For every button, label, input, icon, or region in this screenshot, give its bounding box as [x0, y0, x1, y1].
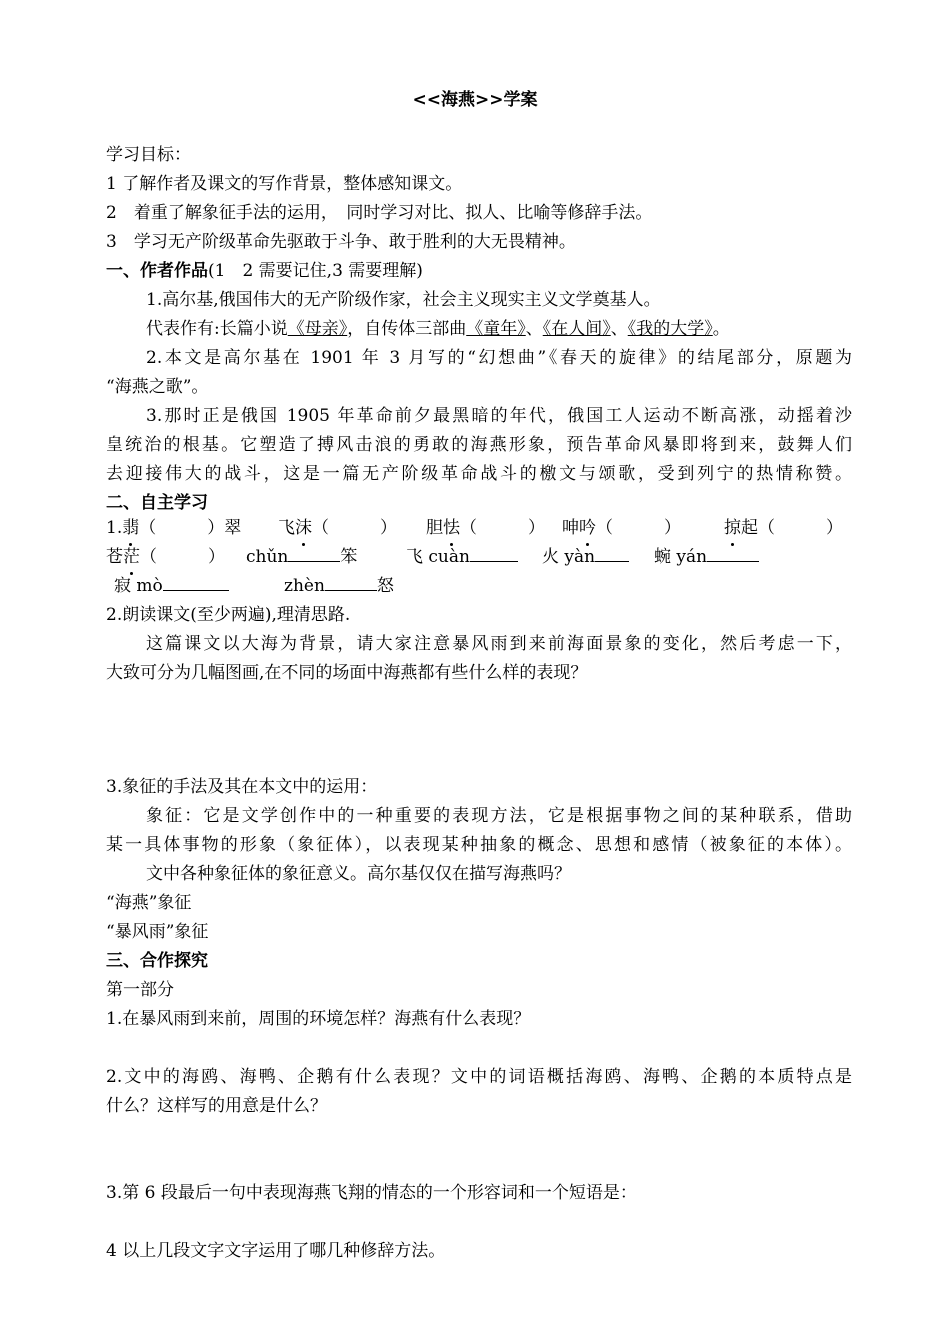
vocab-dotted-char: 掠 — [724, 514, 741, 542]
works-sep-1: 、 — [525, 319, 543, 339]
answer-blank[interactable] — [470, 543, 518, 562]
vocab-post: （ ） — [312, 518, 397, 538]
question-3: 3.第 6 段最后一句中表现海燕飞翔的情态的一个形容词和一个短语是： — [106, 1183, 637, 1203]
vocab-row-2 — [106, 543, 852, 571]
answer-blank[interactable] — [707, 543, 759, 562]
reading-line-1: 这篇课文以大海为背景，请大家注意暴风雨到来前海面景象的变化，然后考虑一下， — [146, 634, 852, 654]
symbol-line-3: 文中各种象征体的象征意义。高尔基仅仅在描写海燕吗？ — [146, 864, 571, 884]
section3-heading: 三、合作探究 — [106, 951, 208, 971]
vocab-row-3 — [106, 572, 852, 600]
vocab-item — [426, 514, 545, 542]
vocab-item — [106, 514, 241, 542]
question-2-line-1: 2.文中的海鸥、海鸭、企鹅有什么表现？文中的词语概括海鸥、海鸭、企鹅的本质特点是 — [106, 1067, 852, 1087]
question-2-line-2: 什么？这样写的用意是什么？ — [106, 1096, 327, 1116]
background-p2-line2: “海燕之歌”。 — [106, 377, 209, 397]
objective-3: 3 学习无产阶级革命先驱敢于斗争、敢于胜利的大无畏精神。 — [106, 232, 576, 252]
objective-2: 2 着重了解象征手法的运用， 同时学习对比、拟人、比喻等修辞手法。 — [106, 203, 653, 223]
answer-blank[interactable] — [288, 543, 340, 562]
vocab-post: （ ） — [596, 518, 681, 538]
objective-1: 1 了解作者及课文的写作背景，整体感知课文。 — [106, 174, 463, 194]
section2-heading: 二、自主学习 — [106, 493, 208, 513]
pinyin-blank-item — [246, 543, 357, 571]
vocab-post: （ ） — [460, 518, 545, 538]
work-universities: 《我的大学》 — [627, 319, 713, 339]
works-end: 。 — [712, 319, 730, 339]
reading-line-2: 大致可分为几幅图画,在不同的场面中海燕都有些什么样的表现？ — [106, 663, 588, 683]
part-1-label: 第一部分 — [106, 980, 174, 1000]
pinyin-text: 飞 cuàn — [406, 547, 470, 567]
work-in-the-world: 《在人间》 — [542, 319, 611, 339]
pinyin-text: 蜿 yán — [654, 547, 708, 567]
pinyin-after: 怒 — [376, 576, 394, 596]
vocab-post: （ ）翠 — [139, 518, 242, 538]
answer-blank[interactable] — [325, 572, 377, 591]
section1-heading: 一、作者作品 — [106, 261, 208, 281]
work-childhood: 《童年》 — [466, 319, 526, 339]
section1-heading-line — [106, 257, 852, 285]
pinyin-blank-item — [654, 543, 759, 571]
pinyin-blank-item — [406, 543, 518, 571]
vocab-pre: 呻 — [562, 518, 579, 538]
pinyin-text: 火 yàn — [542, 547, 596, 567]
reading-heading: 2.朗读课文(至少两遍),理清思路. — [106, 605, 351, 625]
question-1: 1.在暴风雨到来前，周围的环境怎样？海燕有什么表现？ — [106, 1009, 531, 1029]
vocab-item — [106, 543, 225, 571]
objectives-heading: 学习目标： — [106, 145, 191, 165]
symbol-line-2: 某一具体事物的形象（象征体），以表现某种抽象的概念、思想和感情（被象征的本体）。 — [106, 835, 852, 855]
vocab-pre: 胆 — [426, 518, 443, 538]
work-mother: 《母亲》 — [287, 319, 348, 339]
works-line — [146, 315, 852, 343]
symbol-petrel: “海燕”象征 — [106, 893, 192, 913]
background-p3-line1: 3.那时正是俄国 1905 年革命前夕最黑暗的年代，俄国工人运动不断高涨，动摇着沙 — [146, 406, 852, 426]
vocab-dotted-char: 沫 — [295, 514, 312, 542]
vocab-item — [562, 514, 681, 542]
symbol-storm: “暴风雨”象征 — [106, 922, 209, 942]
vocab-row-1 — [106, 514, 852, 542]
symbol-heading: 3.象征的手法及其在本文中的运用： — [106, 777, 378, 797]
works-sep-2: 、 — [610, 319, 628, 339]
vocab-pre: 飞 — [278, 518, 295, 538]
doc-title: <<海燕>>学案 — [412, 90, 538, 110]
works-prefix: 代表作有:长篇小说 — [146, 319, 288, 339]
pinyin-blank-item — [114, 572, 229, 600]
answer-blank[interactable] — [163, 572, 229, 591]
pinyin-after: 笨 — [340, 547, 358, 567]
symbol-line-1: 象征：它是文学创作中的一种重要的表现方法，它是根据事物之间的某种联系，借助 — [146, 806, 852, 826]
vocab-dotted-char: 怯 — [443, 514, 460, 542]
vocab-dotted-char: 吟 — [579, 514, 596, 542]
background-p3-line3: 去迎接伟大的战斗，这是一篇无产阶级革命战斗的檄文与颂歌，受到列宁的热情称赞。 — [106, 464, 852, 484]
section1-note: (1 2 需要记住,3 需要理解) — [208, 261, 423, 281]
question-4: 4 以上几段文字文字运用了哪几种修辞方法。 — [106, 1241, 446, 1261]
works-mid: ，自传体三部曲 — [347, 319, 467, 339]
vocab-pre: 苍 — [106, 547, 123, 567]
pinyin-text: zhèn — [284, 576, 325, 596]
background-p2-line1: 2.本文是高尔基在 1901 年 3 月写的“幻想曲”《春天的旋律》的结尾部分，原题为 — [146, 348, 852, 368]
vocab-post: （ ） — [140, 547, 225, 567]
vocab-item — [724, 514, 843, 542]
author-intro: 1.高尔基,俄国伟大的无产阶级作家，社会主义现实主义文学奠基人。 — [146, 290, 661, 310]
vocab-post: 起（ ） — [741, 518, 843, 538]
pinyin-blank-item — [542, 543, 629, 571]
vocab-pre: 1. — [106, 518, 123, 538]
vocab-dotted-char: 茫 — [123, 543, 140, 571]
pinyin-text: chǔn — [246, 547, 289, 567]
pinyin-text: 寂 mò — [114, 576, 163, 596]
background-p3-line2: 皇统治的根基。它塑造了搏风击浪的勇敢的海燕形象，预告革命风暴即将到来，鼓舞人们 — [106, 435, 852, 455]
vocab-item — [278, 514, 397, 542]
answer-blank[interactable] — [595, 543, 629, 562]
pinyin-blank-item — [284, 572, 394, 600]
vocab-dotted-char: 翡 — [122, 514, 139, 542]
